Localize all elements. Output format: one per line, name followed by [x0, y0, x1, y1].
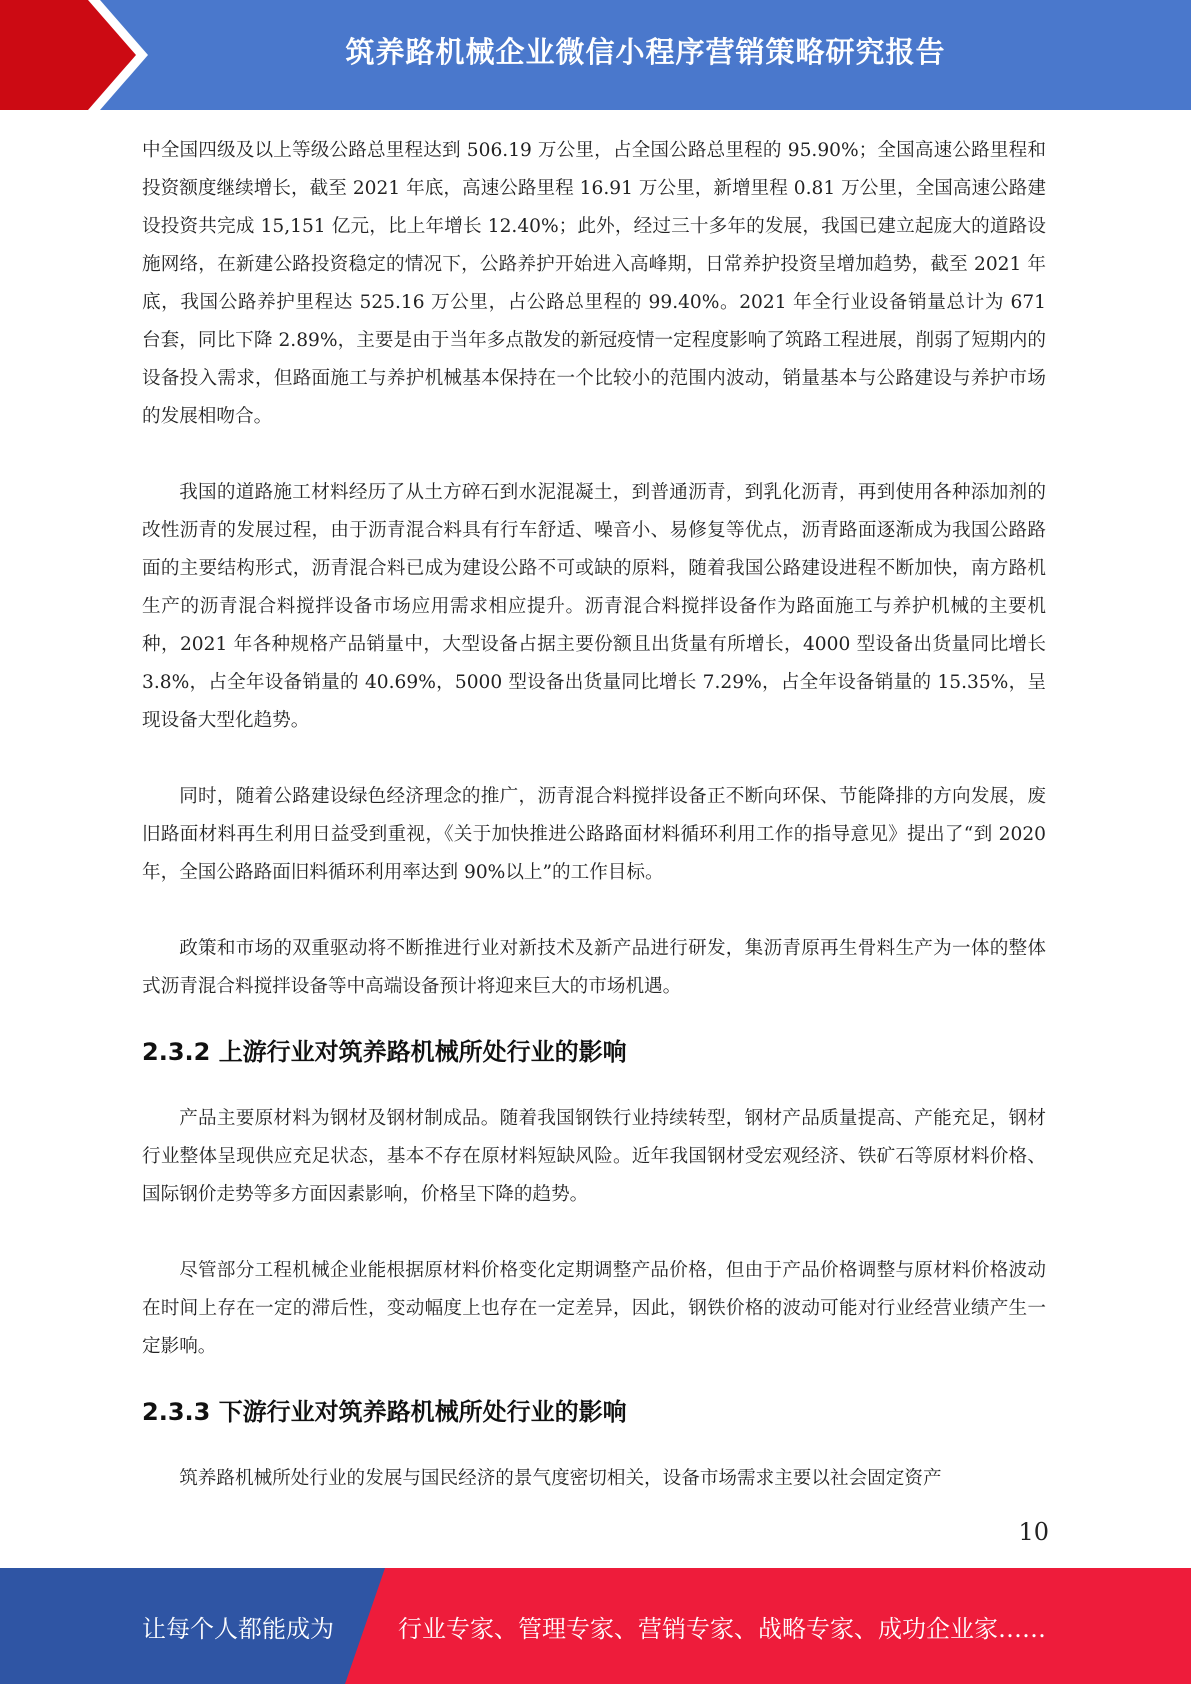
page-footer	[0, 1568, 1191, 1684]
section-2-3-3-paragraph-1: 筑养路机械所处行业的发展与国民经济的景气度密切相关，设备市场需求主要以社会固定资产	[179, 1468, 942, 1489]
page-number: 10	[1018, 1518, 1049, 1546]
header-arrow-decoration	[0, 0, 160, 110]
body-paragraph-4: 政策和市场的双重驱动将不断推进行业对新技术及新产品进行研发，集沥青原再生骨料生产为一体的整体式沥青混合料搅拌设备等中高端设备预计将迎来巨大的市场机遇。	[142, 938, 1046, 997]
body-paragraph-3: 同时，随着公路建设绿色经济理念的推广，沥青混合料搅拌设备正不断向环保、节能降排的方向发展，废旧路面材料再生利用日益受到重视，《关于加快推进公路路面材料循环利用工作的指导意见》提出了“到 2020 年，全国公路路面旧料循环利用率达到 90%以上”的工作目标。	[142, 786, 1046, 883]
section-heading-2-3-3: 2.3.3 下游行业对筑养路机械所处行业的影响	[142, 1398, 627, 1426]
section-2-3-2-paragraph-2: 尽管部分工程机械企业能根据原材料价格变化定期调整产品价格，但由于产品价格调整与原材料价格波动在时间上存在一定的滞后性，变动幅度上也存在一定差异，因此，钢铁价格的波动可能对行业经营业绩产生一定影响。	[142, 1260, 1046, 1357]
body-paragraph-2: 我国的道路施工材料经历了从土方碎石到水泥混凝土，到普通沥青，到乳化沥青，再到使用各种添加剂的改性沥青的发展过程，由于沥青混合料具有行车舒适、噪音小、易修复等优点，沥青路面逐渐成为我国公路路面的主要结构形式，沥青混合料已成为建设公路不可或缺的原料，随着我国公路建设进程不断加快，南方路机生产的沥青混合料搅拌设备市场应用需求相应提升。沥青混合料搅拌设备作为路面施工与养护机械的主要机种，2021 年各种规格产品销量中，大型设备占据主要份额且出货量有所增长，4000 型设备出货量同比增长 3.8%，占全年设备销量的 40.69%，5000 型设备出货量同比增长 7.29%，占全年设备销量的 15.35%，呈现设备大型化趋势。	[142, 482, 1046, 731]
body-paragraph-1: 中全国四级及以上等级公路总里程达到 506.19 万公里，占全国公路总里程的 95.90%；全国高速公路里程和投资额度继续增长，截至 2021 年底，高速公路里程 16.91 万公里，新增里程 0.81 万公里，全国高速公路建设投资共完成 15,151 亿元，比上年增长 12.40%；此外，经过三十多年的发展，我国已建立起庞大的道路设施网络，在新建公路投资稳定的情况下，公路养护开始进入高峰期，日常养护投资呈增加趋势，截至 2021 年底，我国公路养护里程达 525.16 万公里，占公路总里程的 99.40%。2021 年全行业设备销量总计为 671 台套，同比下降 2.89%，主要是由于当年多点散发的新冠疫情一定程度影响了筑路工程进展，削弱了短期内的设备投入需求，但路面施工与养护机械基本保持在一个比较小的范围内波动，销量基本与公路建设与养护市场的发展相吻合。	[142, 140, 1046, 427]
footer-slogan-left: 让每个人都能成为	[142, 1614, 334, 1643]
page-header	[0, 0, 1191, 110]
section-2-3-2-paragraph-1: 产品主要原材料为钢材及钢材制成品。随着我国钢铁行业持续转型，钢材产品质量提高、产能充足，钢材行业整体呈现供应充足状态，基本不存在原材料短缺风险。近年我国钢材受宏观经济、铁矿石等原材料价格、国际钢价走势等多方面因素影响，价格呈下降的趋势。	[142, 1108, 1046, 1205]
footer-slogan-right: 行业专家、管理专家、营销专家、战略专家、成功企业家……	[398, 1614, 1046, 1643]
section-heading-2-3-2: 2.3.2 上游行业对筑养路机械所处行业的影响	[142, 1038, 627, 1066]
report-title: 筑养路机械企业微信小程序营销策略研究报告	[345, 34, 946, 69]
page-content	[142, 132, 1046, 1498]
